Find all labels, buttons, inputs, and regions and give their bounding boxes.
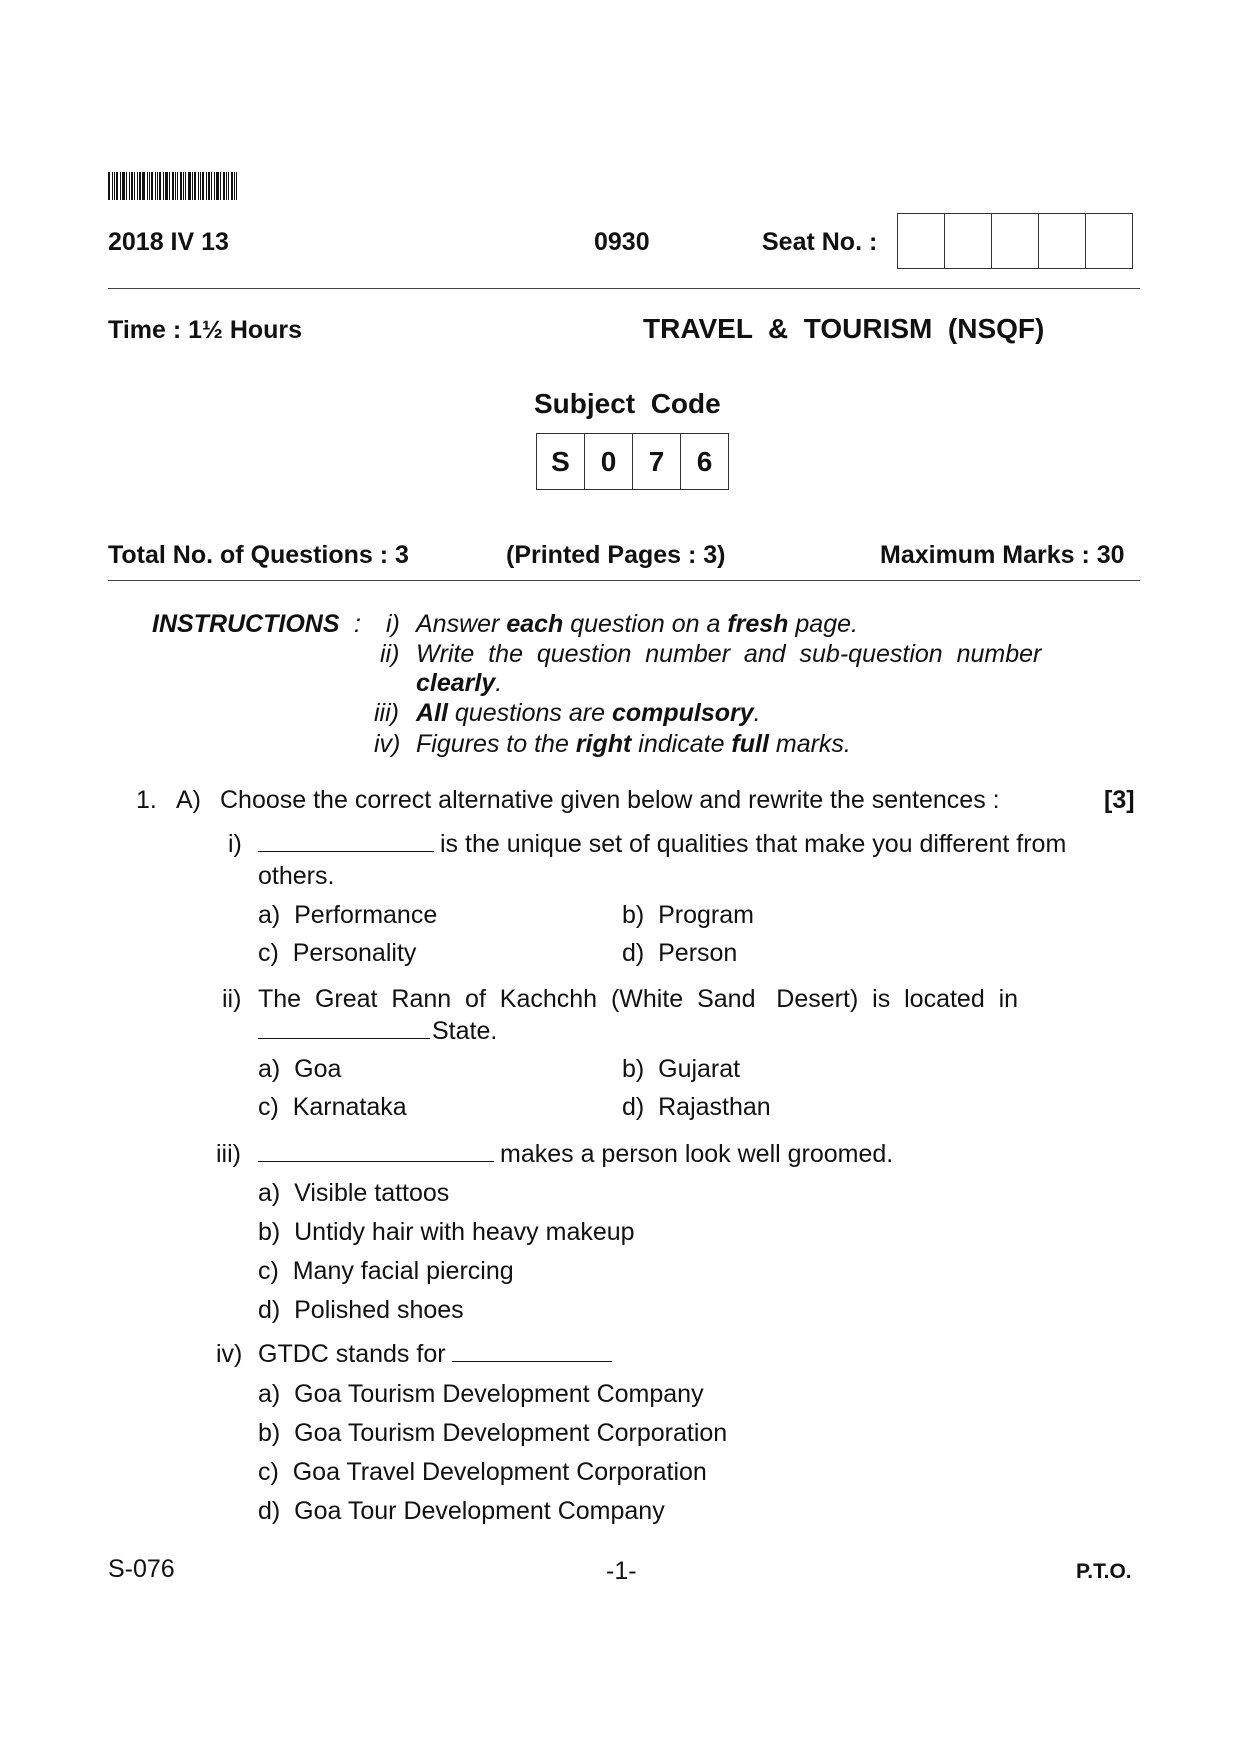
instruction-2-line1: Write the question number and sub-question number (416, 640, 1042, 668)
seat-label: Seat No. : (762, 228, 878, 256)
code-char: S (537, 434, 585, 489)
footer-code: S-076 (108, 1555, 175, 1583)
barcode-bar (180, 172, 182, 200)
barcode-bar (157, 172, 158, 200)
barcode-bar (198, 172, 199, 200)
barcode-bar (122, 172, 125, 200)
page-number: -1- (606, 1557, 637, 1585)
barcode-bar (192, 172, 193, 200)
barcode (108, 172, 248, 200)
subquestion-number: ii) (222, 985, 242, 1013)
total-questions: Total No. of Questions : 3 (108, 541, 409, 569)
option: a) Goa Tourism Development Company (258, 1380, 704, 1408)
seat-number-boxes[interactable] (897, 213, 1133, 269)
subject-code-label: Subject Code (534, 388, 721, 419)
barcode-bar (129, 172, 130, 200)
barcode-bar (147, 172, 148, 200)
barcode-bar (223, 172, 225, 200)
barcode-bar (142, 172, 145, 200)
header-divider (108, 288, 1140, 289)
option: b) Untidy hair with heavy makeup (258, 1218, 635, 1246)
option: b) Program (622, 901, 754, 929)
barcode-bar (126, 172, 127, 200)
option: d) Goa Tour Development Company (258, 1497, 665, 1525)
barcode-bar (149, 172, 150, 200)
maximum-marks: Maximum Marks : 30 (880, 541, 1125, 569)
instructions-colon: : (354, 610, 361, 638)
barcode-bar (139, 172, 141, 200)
paper-code: 0930 (594, 228, 650, 256)
barcode-bar (159, 172, 161, 200)
option: c) Karnataka (258, 1093, 407, 1121)
seat-box[interactable] (1039, 214, 1086, 268)
option: d) Person (622, 939, 738, 967)
barcode-bar (114, 172, 115, 200)
time-allowed: Time : 1½ Hours (108, 316, 303, 344)
subquestion-number: iv) (216, 1340, 243, 1368)
subject-title: TRAVEL & TOURISM (NSQF) (643, 313, 1045, 344)
barcode-bar (194, 172, 196, 200)
barcode-bar (120, 172, 121, 200)
code-char: 6 (696, 445, 713, 477)
barcode-bar (234, 172, 235, 200)
header-divider-2 (108, 580, 1140, 581)
subquestion-2-line2: State. (258, 1017, 497, 1046)
option: d) Rajasthan (622, 1093, 771, 1121)
barcode-bar (116, 172, 118, 200)
barcode-bar (163, 172, 164, 200)
instruction-num: iii) (374, 699, 399, 727)
option: a) Goa (258, 1055, 342, 1083)
subquestion-number: i) (228, 830, 242, 858)
barcode-bar (169, 172, 170, 200)
code-char: 7 (633, 434, 681, 489)
barcode-bar (200, 172, 201, 200)
subquestion-2-line1: The Great Rann of Kachchh (White Sand Desert) is located in (258, 985, 1019, 1013)
barcode-bar (228, 172, 229, 200)
question-text: Choose the correct alternative given below and rewrite the sentences : (220, 786, 1000, 814)
answer-blank (452, 1341, 612, 1362)
instruction-3: All questions are compulsory. (416, 699, 761, 727)
barcode-bar (183, 172, 184, 200)
option: c) Many facial piercing (258, 1257, 514, 1285)
barcode-bar (188, 172, 191, 200)
barcode-bar (177, 172, 178, 200)
barcode-bar (231, 172, 233, 200)
barcode-bar (220, 172, 221, 200)
subquestion-1-line1: is the unique set of qualities that make you different from (258, 830, 1066, 859)
instruction-num: iv) (374, 730, 401, 758)
seat-box[interactable] (898, 214, 945, 268)
seat-box[interactable] (945, 214, 992, 268)
barcode-bar (206, 172, 207, 200)
question-marks: [3] (1104, 786, 1135, 814)
barcode-bar (134, 172, 135, 200)
barcode-bar (236, 172, 237, 200)
subject-code-boxes (536, 433, 729, 490)
seat-box[interactable] (1086, 214, 1132, 268)
option: b) Goa Tourism Development Corporation (258, 1419, 728, 1447)
question-number: 1. (136, 786, 157, 814)
option: c) Personality (258, 939, 417, 967)
option: b) Gujarat (622, 1055, 741, 1083)
barcode-bar (214, 172, 215, 200)
answer-blank (258, 831, 434, 852)
pto-label: P.T.O. (1076, 1560, 1132, 1583)
instruction-num: i) (386, 610, 400, 638)
barcode-bar (175, 172, 176, 200)
question-part: A) (176, 786, 201, 814)
barcode-bar (165, 172, 168, 200)
barcode-bar (108, 172, 110, 200)
option: c) Goa Travel Development Corporation (258, 1458, 707, 1486)
instructions-label: INSTRUCTIONS (152, 610, 340, 638)
barcode-bar (216, 172, 219, 200)
answer-blank (258, 1018, 430, 1039)
barcode-bar (155, 172, 156, 200)
exam-code: 2018 IV 13 (108, 228, 229, 256)
instruction-num: ii) (380, 640, 400, 668)
barcode-bar (202, 172, 204, 200)
barcode-bar (131, 172, 133, 200)
instruction-4: Figures to the right indicate full marks. (416, 730, 851, 758)
subquestion-1-line2: others. (258, 862, 335, 890)
barcode-bar (151, 172, 153, 200)
answer-blank (258, 1141, 494, 1162)
barcode-bar (185, 172, 186, 200)
seat-box[interactable] (992, 214, 1039, 268)
option: d) Polished shoes (258, 1296, 464, 1324)
barcode-bar (211, 172, 212, 200)
option: a) Visible tattoos (258, 1179, 450, 1207)
barcode-bar (137, 172, 138, 200)
barcode-bar (112, 172, 113, 200)
barcode-bar (226, 172, 227, 200)
subquestion-3-line1: makes a person look well groomed. (258, 1140, 893, 1169)
subquestion-number: iii) (216, 1140, 241, 1168)
barcode-bar (208, 172, 210, 200)
instruction-1: Answer each question on a fresh page. (416, 610, 858, 638)
barcode-bar (172, 172, 174, 200)
printed-pages: (Printed Pages : 3) (506, 541, 726, 569)
subquestion-4-line1: GTDC stands for (258, 1340, 618, 1369)
instruction-2-line2: clearly. (416, 669, 503, 697)
code-char: 0 (585, 434, 633, 489)
option: a) Performance (258, 901, 438, 929)
